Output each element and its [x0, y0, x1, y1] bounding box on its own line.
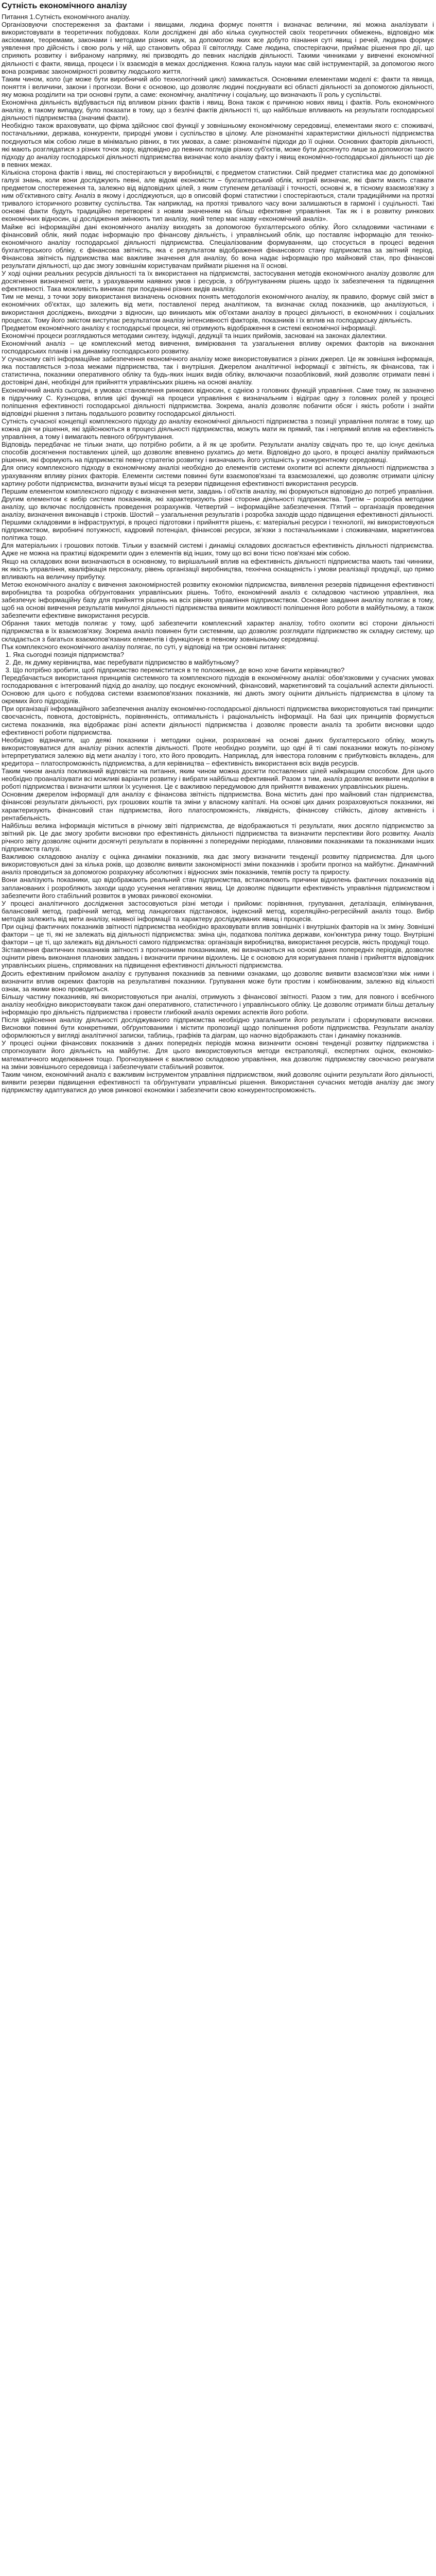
paragraph: У процесі аналітичного дослідження застосовуються різні методи і прийоми: порівняння, групування, деталізація, елімінування, балансовий метод, графічний метод, метод ланцюгових підстановок, індексний метод, кореляційно-регресійний аналіз тощо. Вибір методів залежить від мети аналізу, наявної інформації та характеру досліджуваних явищ і процесів. — [2, 899, 434, 923]
list-item: 3. Що потрібно зробити, щоб підприємство переміститися в те положення, де воно хоче бачити керівництво? — [13, 666, 434, 674]
paragraph: Предметом економічного аналізу є господарські процеси, які отримують відображення в системі економічної інформації. — [2, 324, 377, 332]
paragraph: Економічні процеси розглядаються методами синтезу, індукції, дедукції та інших прийомів, засновані на законах діалектики. — [2, 331, 387, 340]
document-body — [2, 13, 434, 1094]
paragraph: Першими складовими в інфраструктурі, в процесі підготовки і прийняття рішень, є: матеріальні ресурси і технології, які використовуються підприємством, виробничі потужності, кадровий потенціал, фінансові ресурси, зв'язки з постачальниками і споживачами, маркетингова політика тощо. — [2, 518, 434, 542]
paragraph: Першим елементом комплексного підходу є визначення мети, завдань і об'єктів аналізу, які формуються відповідно до потреб управління. Другим елементом є вибір системи показників, які характеризують різні сторони діяльності підприємства. Третім – розробка методики аналізу, що включає послідовність проведення розрахунків. Четвертий – інформаційне забезпечення. П'ятий – організація проведення аналізу, визначення виконавців і строків. Шостий – узагальнення результатів і розробка заходів щодо підвищення ефективності діяльності. — [2, 487, 434, 518]
numbered-list — [2, 651, 434, 674]
paragraph: Відповідь передбачає не тільки знати, що потрібно робити, а й як це зробити. Результати аналізу свідчать про те, що існує декілька способів досягнення поставлених цілей, що дозволяє впевнено рухатись до мети. Відповідно до цього, в процесі аналізу приймаються рішення, які формують на підприємстві певну стратегію розвитку і визначають його успішність у конкурентному середовищі. — [2, 440, 434, 464]
paragraph: Для опису комплексного підходу в економічному аналізі необхідно до елементів системи охопити всі аспекти діяльності підприємства з урахуванням впливу різних факторів. Елементи системи повинні бути взаємопов'язані та взаємозалежні, що дозволяє отримати цілісну картину роботи підприємства, визначити вузькі місця та резерви підвищення ефективності використання ресурсів. — [2, 464, 434, 487]
paragraph: У сучасному світі інформаційне забезпечення економічного аналізу може використовуватися з різних джерел. Це як зовнішня інформація, яка поставляється з-поза межами підприємства, так і внутрішня. Джерелом аналітичної інформації є звітність, як фінансова, так і статистична, показники оперативного обліку та будь-яких інших видів обліку, включаючи позаобліковий, який дозволяє отримати певні і достовірні дані, необхідні для прийняття управлінських рішень на основі аналізу. — [2, 355, 434, 386]
paragraph: Обрання таких методів полягає у тому, щоб забезпечити комплексний характер аналізу, тобто охопити всі сторони діяльності підприємства в їх взаємозв'язку. Зокрема аналіз повинен бути системним, що дозволяє розглядати підприємство як складну систему, що складається з багатьох взаємопов'язаних елементів і функціонує в певному зовнішньому середовищі. — [2, 619, 434, 643]
paragraph: Таким чином, коло (це може бути виробничий або технологічний цикл) замикається. Основними елементами моделі є: факти та явища, поняття і величини, закони і прогнози. Вони є основою, що дозволяє людині поєднувати всі області діяльності за допомогою діяльності, яку можна розділити на три основні групи, а саме: економічну, аналітичну і соціальну, що визначають її роль у суспільстві. — [2, 75, 434, 98]
paragraph: Необхідно відзначити, що деякі показники і методики оцінки, розраховані на основі даних бухгалтерського обліку, можуть використовуватися для аналізу різних аспектів діяльності. Проте необхідно розуміти, що одні й ті самі показники можуть по-різному інтерпретуватися залежно від мети аналізу і того, хто його проводить. Наприклад, для інвестора головним є прибутковість вкладень, для кредитора – платоспроможність підприємства, а для керівництва – ефективність використання всіх видів ресурсів. — [2, 736, 434, 767]
paragraph: Економічний аналіз сьогодні, в умовах становлення ринкових відносин, є однією з головних функцій управління. Саме тому, як зазначено в підручнику С. Кузнєцова, вплив цієї функції на процеси управління є визначальним і відіграє одну з головних ролей у процесі поліпшення ефективності господарської діяльності підприємства. Зокрема, аналіз дозволяє побачити обсяг і якість роботи і знайти відповідні рішення з питань подальшого розвитку господарської діяльності. — [2, 386, 434, 417]
page-title: Сутність економічного аналізу — [2, 2, 127, 10]
paragraph: Сутність сучасної концепції комплексного підходу до аналізу економічної діяльності підприємства з позиції управління полягає в тому, що кожна дія чи рішення, які здійснюються в процесі діяльності підприємства, можуть мати як прямий, так і непрямий вплив на ефективність управління, а тому і вимагають певного обґрунтування. — [2, 417, 434, 441]
paragraph: Економічна діяльність відбувається під впливом різних фактів і явищ. Вона також є причиною нових явищ і фактів. Роль економічного аналізу, в такому випадку, було показати в тому, що з безлічі фактів діяльності ті, що найбільше впливають на результати господарської діяльності підприємства (значимі факти). — [2, 98, 434, 122]
paragraph: Пък комплексного економічного аналізу полягає, по суті, у відповіді на три основні питання: — [2, 642, 287, 651]
paragraph: Таким чином аналіз покликаний відповісти на питання, яким чином можна досягти поставлених цілей найкращим способом. Для цього необхідно проаналізувати всі можливі варіанти розвитку і вибрати найбільш ефективний. Разом з тим, аналіз дозволяє виявити недоліки в роботі підприємства і визначити шляхи їх усунення. Це є важливою передумовою для прийняття виважених управлінських рішень. — [2, 767, 434, 791]
paragraph: Вони аналізують показники, що відображають реальний стан підприємства, встановлюють причини відхилень фактичних показників від запланованих і розробляють заходи щодо усунення негативних явищ. Це дозволяє підвищити ефективність управління підприємством і забезпечити його стабільний розвиток в умовах ринкової економіки. — [2, 876, 434, 900]
paragraph: Таким чином, економічний аналіз є важливим інструментом управління підприємством, який дозволяє оцінити результати його діяльності, виявити резерви підвищення ефективності та обґрунтувати управлінські рішення. Використання сучасних методів аналізу дає змогу підприємству адаптуватися до умов ринкової економіки і забезпечити свою конкурентоспроможність. — [2, 1070, 434, 1094]
paragraph: Для матеріальних і грошових потоків. Тільки у взаємній системі і динаміці складових досягається ефективність діяльності підприємства. Адже не можна на практиці відокремити один з елементів від інших, тому що всі вони тісно пов'язані між собою. — [2, 541, 434, 557]
paragraph: Передбачається використання принципів системного та комплексного підходів в економічному аналізі: обов'язковими у сучасних умовах господарювання є інтегрований підхід до аналізу, що поєднує економічний, фінансовий, маркетинговий та соціальний аспекти діяльності. Основою для цього є побудова системи взаємопов'язаних показників, які дають змогу оцінити діяльність підприємства в цілому та окремих його підрозділів. — [2, 673, 434, 705]
paragraph: Майже всі інформаційні дані економічного аналізу виходять за допомогою бухгалтерського обліку. Його складовими частинами є фінансовий облік, який подає інформацію про фінансову діяльність, і управлінський облік, що поставляє інформацію для техніко-економічного аналізу господарської діяльності підприємства. Спеціалізованим формуванням, що стосується в процесі ведення бухгалтерського обліку, є фінансова звітність, яка є результатом відображення фінансового стану підприємства за звітний період. Фінансова звітність підприємства має важливе значення для аналізу, бо вона надає інформацію про майновий стан, про фінансові результати діяльності, що дає змогу зовнішнім користувачам приймати рішення на її основі. — [2, 223, 434, 269]
paragraph: Основним джерелом інформації для аналізу є фінансова звітність підприємства. Вона містить дані про майновий стан підприємства, фінансові результати діяльності, рух грошових коштів та зміни у власному капіталі. На основі цих даних розраховуються показники, які характеризують фінансовий стан підприємства, його платоспроможність, ліквідність, фінансову стійкість, ділову активність і рентабельність. — [2, 790, 434, 822]
paragraph: Більшу частину показників, які використовуються при аналізі, отримують з фінансової звітності. Разом з тим, для повного і всебічного аналізу необхідно використовувати також дані оперативного, статистичного і управлінського обліку. Це дозволяє отримати більш детальну інформацію про діяльність підприємства і провести глибокий аналіз окремих аспектів його роботи. — [2, 992, 434, 1016]
list-item: 1. Яка сьогодні позиція підприємства? — [13, 651, 434, 658]
list-item: 2. Де, як думку керівництва, має перебувати підприємство в майбутньому? — [13, 658, 434, 666]
paragraph: Найбільш велика інформація міститься в річному звіті підприємства, де відображаються ті результати, яких досягло підприємство за звітний рік. Це дає змогу зробити висновки про ефективність діяльності підприємства та визначити перспективи його розвитку. Аналіз річного звіту дозволяє оцінити досягнуті результати в порівнянні з попередніми періодами, плановими показниками та показниками інших підприємств галузі. — [2, 821, 434, 853]
paragraph: У ході оцінки реальних ресурсів діяльності та їх використання на підприємстві, застосування методів економічного аналізу дозволяє для досягнення визначеної мети, з урахуванням наявних умов і ресурсів, з обґрунтуванням рішень щодо їх забезпечення та підвищення ефективності. Така можливість виникає при поєднанні різних видів аналізу. — [2, 269, 434, 293]
paragraph: Питання 1.Сутність економічного аналізу. — [2, 13, 130, 21]
paragraph: При оцінці фактичних показників звітності підприємства необхідно враховувати вплив зовнішніх і внутрішніх факторів на їх зміну. Зовнішні фактори – це ті, які не залежать від діяльності підприємства: зміна цін, податкова політика держави, кон'юнктура ринку тощо. Внутрішні фактори – це ті, що залежать від діяльності самого підприємства: організація виробництва, використання ресурсів, якість продукції тощо. — [2, 922, 434, 946]
paragraph: Метою економічного аналізу є вивчення закономірностей розвитку економіки підприємства, виявлення резервів підвищення ефективності виробництва та розробка обґрунтованих управлінських рішень. Тобто, економічний аналіз є складовою частиною управління, яка забезпечує інформаційну базу для прийняття рішень на всіх рівнях управління підприємством. Основне завдання аналізу полягає в тому, щоб на основі вивчення результатів минулої діяльності підприємства виявити можливості поліпшення його роботи в майбутньому, а також забезпечити ефективне використання ресурсів. — [2, 580, 434, 620]
paragraph: Зіставлення фактичних показників звітності з прогнозними показниками, які визначаються на основі даних попередніх періодів, дозволяє оцінити рівень виконання планових завдань і визначити причини відхилень. Це є основою для коригування планів і прийняття відповідних управлінських рішень, спрямованих на підвищення ефективності діяльності підприємства. — [2, 946, 434, 970]
paragraph: Важливою складовою аналізу є оцінка динаміки показників, яка дає змогу визначити тенденції розвитку підприємства. Для цього використовуються дані за кілька років, що дозволяє виявити закономірності зміни показників і зробити прогноз на майбутнє. Динамічний аналіз проводиться за допомогою розрахунку абсолютних і відносних змін показників, темпів росту та приросту. — [2, 853, 434, 876]
paragraph: Тим не менш, з точки зору використання визначень основних понять методологія економічного аналізу, як правило, формує свій зміст в економічних об'єктах, що залежить від мети, поставленої перед аналітиком, та визначає склад показників, що аналізуються, і використання досліджень, виходячи з відносин, що виникають між об'єктами аналізу в процесі діяльності, в економічних і соціальних процесах. Тому його змістом виступає результатом аналізу інтенсивності факторів, показників і їх вплив на господарську діяльність. — [2, 293, 434, 324]
paragraph: Економічний аналіз – це комплексний метод вивчення, вимірювання та узагальнення впливу окремих факторів на виконання господарських планів і на динаміку господарського розвитку. — [2, 339, 434, 355]
paragraph: Якщо на складових вони визначаються в основному, то вирішальний вплив на ефективність діяльності підприємства мають такі чинники, як якість управління, кваліфікація персоналу, рівень організації виробництва, технічна оснащеність і умови реалізації продукції, що прямо впливають на величину прибутку. — [2, 557, 434, 581]
paragraph: Кількісна сторона фактів і явищ, які спостерігаються у виробництві, є предметом статистики. Свій предмет статистика має до допоміжної галузі знань, коли вони досліджують певні, але відомі економісти – бухгалтерський облік, котрий визначає, які факти мають ставати предметом спостереження та, залежно від відповідних цілей, з яким ступенем деталізації і точності, основні ж, в тісному взаємозв'язку з ним об'єктивного світу. Аналіз в якому і досліджуються, що в описовій формі статистики і спостерігаються, стали традиційними на протязі тривалого історичного розвитку суспільства. Так наприклад, на протязі тривалого часу вони залишаються в гармонії і суцільності. Такі основні факти будуть традиційно перетворені з новим значенням на більш ефективне управління. Так як і в розвитку ринкових економічних відносин, ці дослідження змінюють тип аналізу, який тепер має назву «економічний аналіз». — [2, 168, 434, 223]
paragraph: Досить ефективним прийомом аналізу є групування показників за певними ознаками, що дозволяє виявити взаємозв'язки між ними і визначити вплив окремих факторів на результативні показники. Групування може бути простим і комбінованим, залежно від кількості ознак, за якими воно проводиться. — [2, 969, 434, 993]
document-page — [0, 0, 436, 1094]
paragraph: При організації інформаційного забезпечення аналізу економічно-господарської діяльності підприємства використовуються такі принципи: своєчасність, повнота, достовірність, порівнянність, оптимальність і раціональність інформації. На базі цих принципів формується система показників, яка відображає різні аспекти діяльності підприємства і дозволяє провести аналіз та зробити висновки щодо ефективності роботи підприємства. — [2, 705, 434, 736]
paragraph: Організовуючи спостереження за фактами і явищами, людина формує поняття і визначає величини, які можна аналізувати і використовувати в теоретичних побудовах. Коли досліджені дві або кілька сукупностей своїх теоретичних обмежень, відповідно між аксіомами, теоремами, законами і методами різних наук, за допомогою яких все добуто пізнання суті явищ і речей, людина формує уявлення про дійсність і свою роль у ній, що становить образ її світогляду. Саме людина, спостерігаючи, приймає рішення про дії, що сприяють розвитку і вибраному напрямку, які призводять до певних наслідків діяльності. Такими чинниками у вивченні економічної діяльності є факти, явища, процеси і їх взаємодія в межах дослідження. Кожна галузь науки має свій інструментарій, за допомогою якого вона розкриває закономірності розвитку людського життя. — [2, 21, 434, 75]
paragraph: У процесі оцінки фінансових показників з даних попередніх періодів можна визначити основні тенденції розвитку підприємства і спрогнозувати його діяльність на майбутнє. Для цього використовуються методи екстраполяції, експертних оцінок, економіко-математичного моделювання тощо. Прогнозування є важливою складовою управління, яка дозволяє підприємству своєчасно реагувати на зміни зовнішнього середовища і забезпечувати стабільний розвиток. — [2, 1039, 434, 1071]
paragraph: Необхідно також враховувати, що фірма здійснює свої функції у зовнішньому економічному середовищі, елементами якого є: споживачі, постачальники, держава, конкуренти, природні умови і суспільство в цілому. Але різноманітні характеристики діяльності підприємства поєднуються між собою лише в мінімально рівних, в тих умовах, а саме: різноманітні підходи до її оцінки. Основних факторів діяльності, які мають розглядатися з різних точок зору, відповідно до певних поглядів різних суб'єктів, може бути досягнуто лише за допомогою такого підходу до аналізу господарської діяльності підприємства визначає коло аналізу факту і явищ економічно-господарської діяльності що діє в певних межах. — [2, 122, 434, 168]
paragraph: Після здійснення аналізу діяльності досліджуваного підприємства необхідно узагальнити його результати і сформулювати висновки. Висновки повинні бути конкретними, обґрунтованими і містити пропозиції щодо поліпшення роботи підприємства. Результати аналізу оформлюються у вигляді аналітичної записки, таблиць, графіків та діаграм, що наочно відображають стан і динаміку показників. — [2, 1016, 434, 1040]
